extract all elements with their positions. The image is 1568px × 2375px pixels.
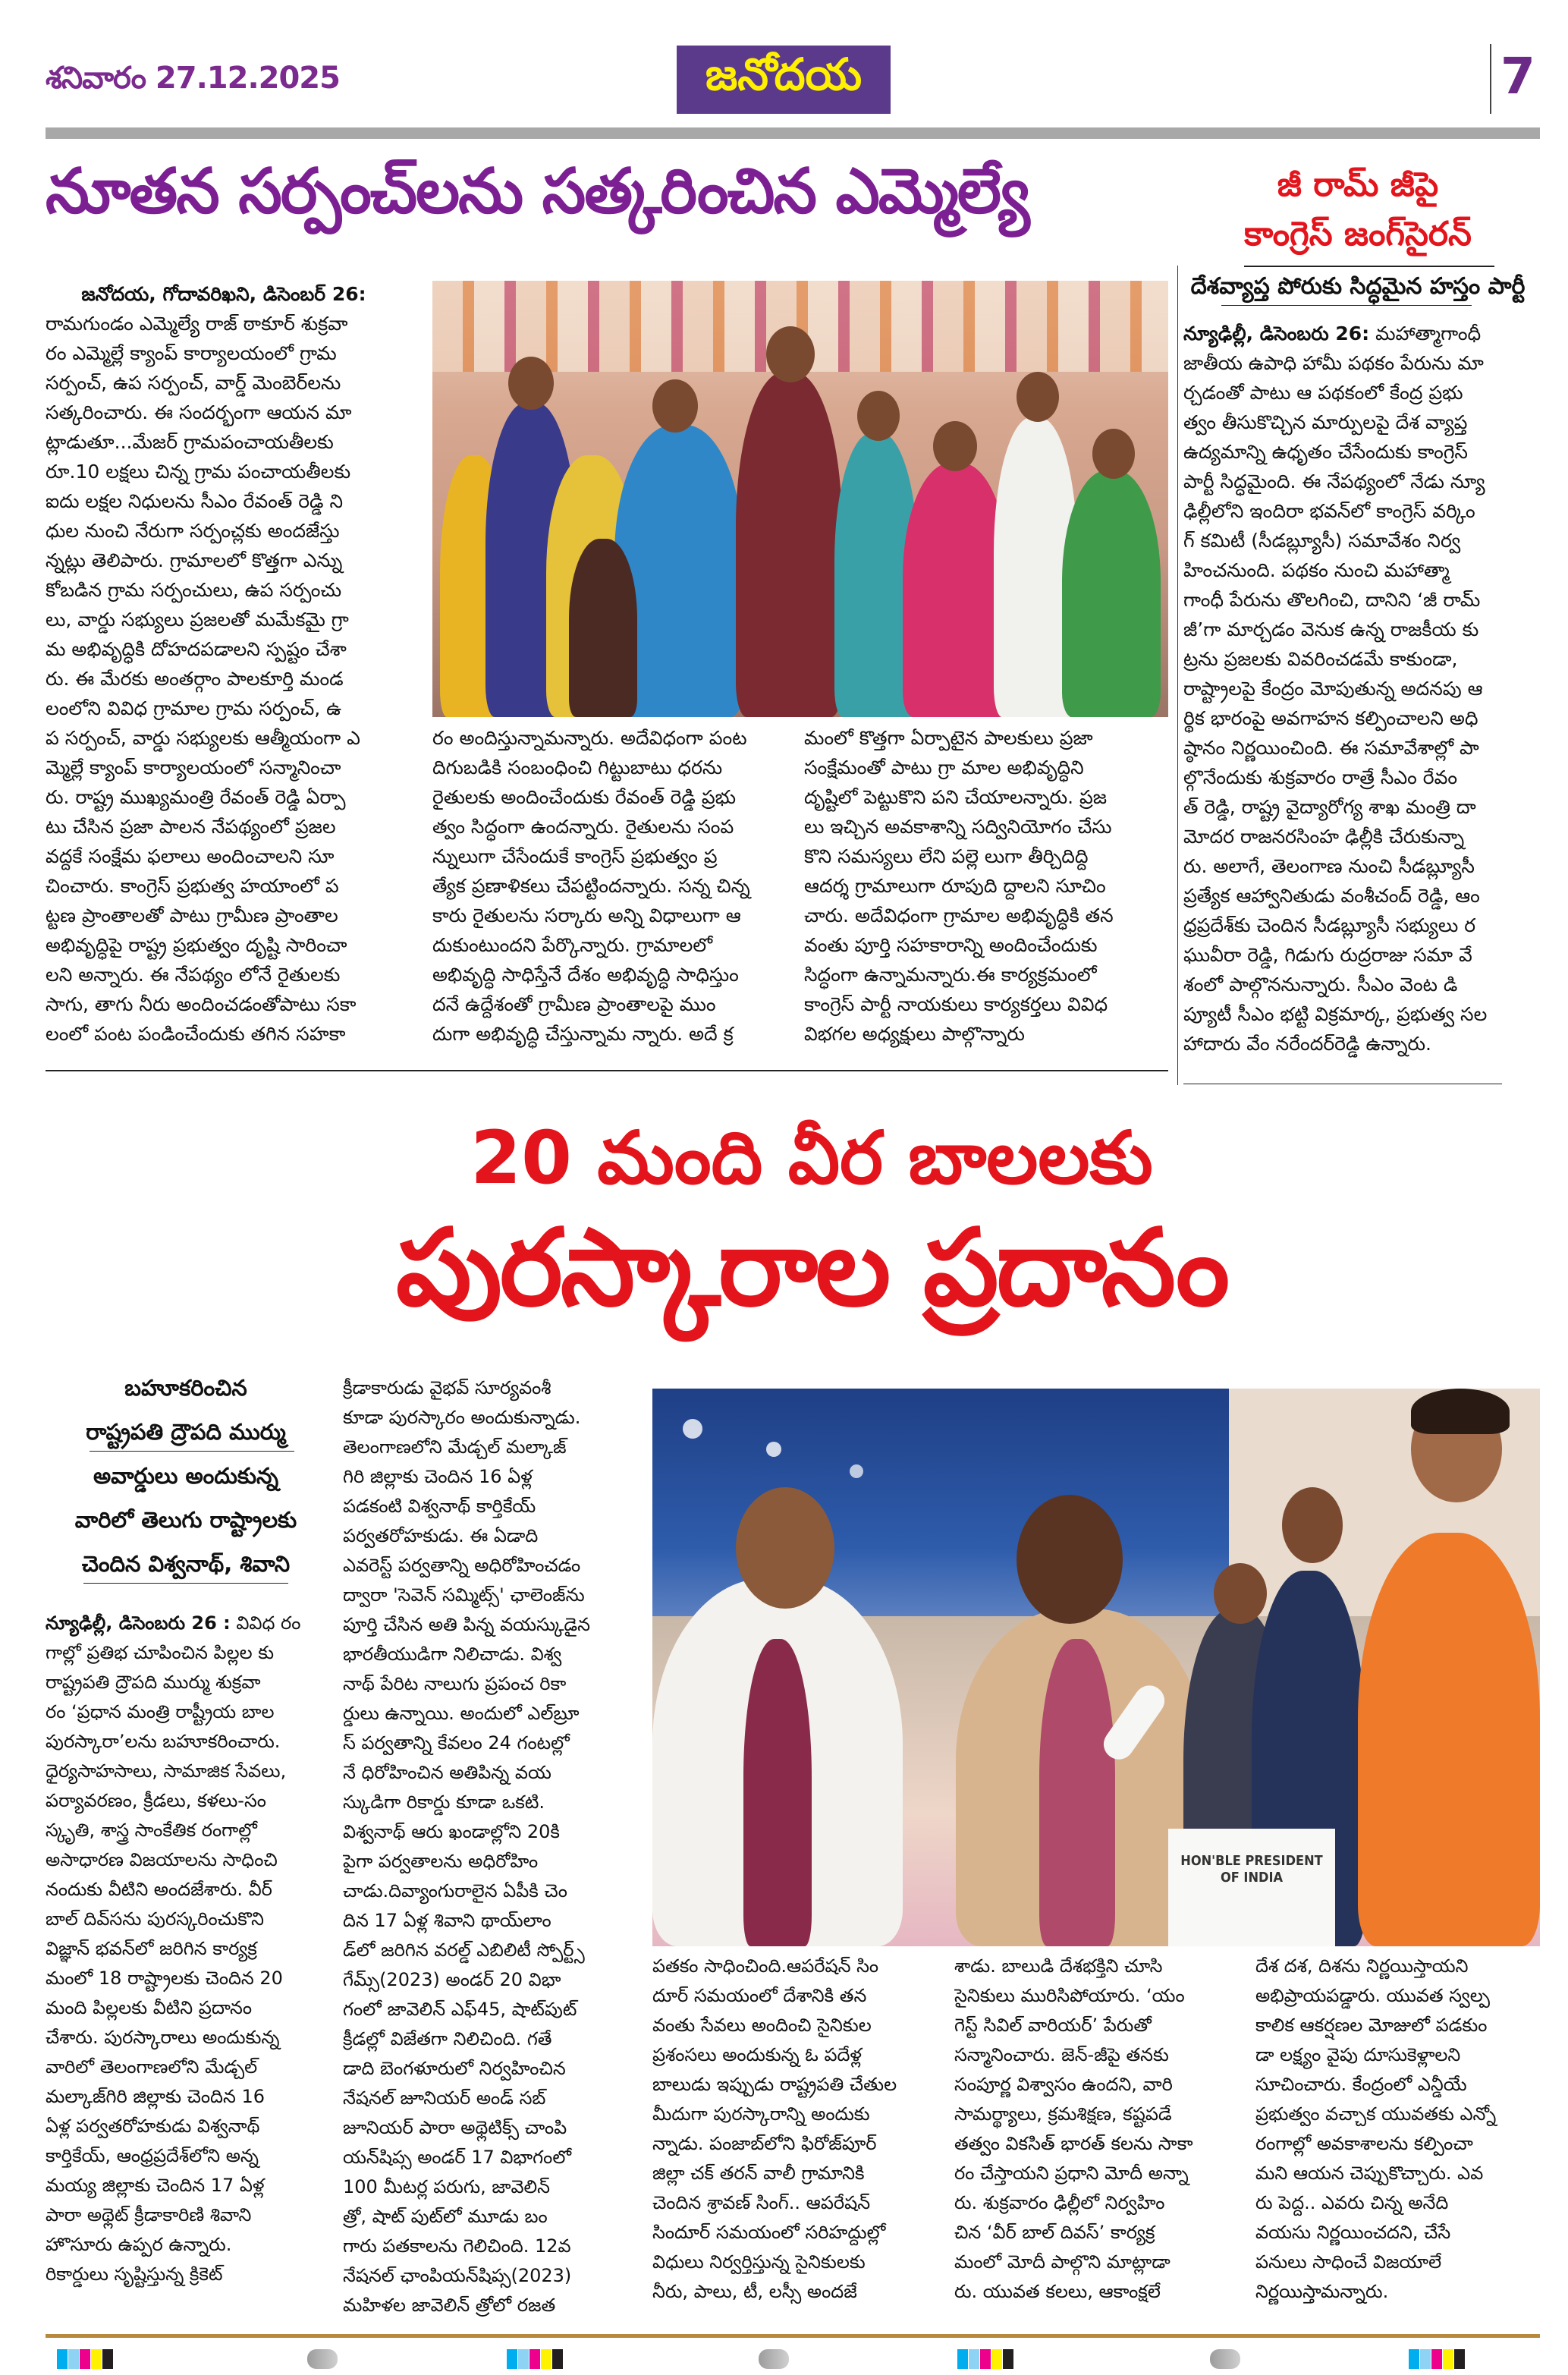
- text-line: దేశ దశ, దిశను నిర్ణయిస్తాయని: [1255, 1955, 1469, 1977]
- color-swatch: [529, 2349, 540, 2369]
- text-line: ద్వారా 'సెవెన్ సమ్మిట్స్' ఛాలెంజ్‌ను: [343, 1584, 585, 1606]
- article3-column-b: [343, 1373, 631, 2320]
- text-line: జిల్లా చక్ తరన్ వాలీ గ్రామానికి: [652, 2163, 865, 2184]
- header-rule: [46, 127, 1540, 139]
- text-line: రికార్డులు సృష్టిస్తున్న క్రికెట్: [46, 2263, 223, 2285]
- text-line: మంలో 18 రాష్ట్రాలకు చెందిన 20: [46, 1968, 283, 1989]
- text-line: దిన 17 ఏళ్ల శివాని థాయ్‌లాం: [343, 1910, 551, 1931]
- text-line: అభిప్రాయపడ్డారు. యువత స్వల్ప: [1255, 1985, 1491, 2006]
- issue-date: శనివారం 27.12.2025: [46, 61, 340, 96]
- color-swatch: [102, 2349, 113, 2369]
- text-line: రం ‘ప్రధాన మంత్రి రాష్ట్రీయ బాల: [46, 1701, 275, 1722]
- text-line: సర్పంచ్, ఉప సర్పంచ్, వార్డ్ మెంబెర్‌లను: [46, 372, 341, 394]
- text-line: సైనికులు మురిసిపోయారు. ‘యం: [954, 1985, 1185, 2006]
- text-line: చెందిన శ్రావణ్ సింగ్.. ఆపరేషన్: [652, 2192, 871, 2213]
- text-line: రాష్ట్రపతి ద్రౌపది ముర్ము శుక్రవా: [46, 1672, 261, 1693]
- text-line: దుకుంటుందని పేర్కొన్నారు. గ్రామాలలో: [432, 934, 713, 956]
- text-line: హాదారు వేం నరేందర్‌రెడ్డి ఉన్నారు.: [1183, 1033, 1431, 1055]
- text-line: గారు పతకాలను గెలిచింది. 12వ: [343, 2235, 571, 2257]
- headline-puraskaralu: పురస్కారాల ప్రదానం: [396, 1206, 1227, 1330]
- text-line: పార్టీ సిద్ధమైంది. ఈ నేపథ్యంలో నేడు న్యూ: [1183, 470, 1485, 492]
- text-line: దూర్ సమయంలో దేశానికి తన: [652, 1985, 867, 2006]
- color-swatch: [518, 2349, 529, 2369]
- text-line: విశ్వనాథ్ ఆరు ఖండాల్లోని 20కి: [343, 1821, 560, 1842]
- text-line: డ్‌లో జరిగిన వరల్డ్ ఎబిలిటీ స్పోర్ట్స్: [343, 1939, 585, 1961]
- text-line: చేశారు. పురస్కారాలు అందుకున్న: [46, 2027, 280, 2048]
- text-line: మంలో మోదీ పాల్గొని మాట్లాడా: [954, 2251, 1171, 2273]
- gray-mark: [307, 2349, 338, 2369]
- text-line: కాలిక ఆకర్షణల మోజులో పడకుం: [1255, 2015, 1488, 2036]
- text-line: హొసూరు ఉప్పర ఉన్నారు.: [46, 2234, 232, 2255]
- text-line: రాష్ట్రాలపై కేంద్రం మోపుతున్న అదనపు ఆ: [1183, 678, 1483, 700]
- text-line: లంలో పంట పండించేందుకు తగిన సహకా: [46, 1023, 346, 1045]
- text-line: త్రో, షాట్ పుట్‌లో మూడు బం: [343, 2206, 548, 2227]
- article2-body: [1183, 319, 1517, 1059]
- text-line: డా లక్ష్యం వైపు దూసుకెళ్లాలని: [1255, 2044, 1461, 2065]
- byline: న్యూఢిల్లీ, డిసెంబరు 26:: [1183, 322, 1370, 344]
- text-line: ప సర్పంచ్, వార్డు సభ్యులకు ఆత్మీయంగా ఎ: [46, 727, 360, 749]
- text-line: హించనుంది. పథకం నుంచి మహాత్మా: [1183, 559, 1450, 581]
- text-line: దృష్టిలో పెట్టుకొని పని చేయాలన్నారు. ప్రజ: [804, 786, 1108, 808]
- text-line: రం చేస్తాయని ప్రధాని మోదీ అన్నా: [954, 2163, 1189, 2184]
- color-swatch: [1454, 2349, 1465, 2369]
- text-line: రు. ఈ మేరకు అంతర్గాం పాలకూర్తి మండ: [46, 668, 344, 690]
- text-line: చిన ‘వీర్ బాల్ దివస్’ కార్యక్ర: [954, 2222, 1155, 2243]
- text-line: స్కుడిగా రికార్డు కూడా ఒకటి.: [343, 1791, 545, 1813]
- footer-rule: [46, 2334, 1540, 2338]
- text-line: తెలంగాణలోని మేడ్చల్ మల్కాజ్: [343, 1436, 567, 1458]
- divider: [1490, 44, 1491, 114]
- text-line: లు, వార్డు సభ్యులు ప్రజలతో మమేకమై గ్రా: [46, 609, 349, 631]
- text-line: బాలుడు ఇప్పుడు రాష్ట్రపతి చేతుల: [652, 2074, 897, 2095]
- divider: [1177, 266, 1178, 1085]
- text-line: గంలో జావెలిన్ ఎఫ్45, షాట్‌పుట్: [343, 1999, 577, 2020]
- text-line: మయ్య జిల్లాకు చెందిన 17 ఏళ్ల: [46, 2175, 265, 2196]
- text-line: వివిధ రం: [230, 1612, 301, 1634]
- text-line: చాడు.దివ్యాంగురాలైన ఏపీకి చెం: [343, 1880, 567, 1902]
- color-swatch: [969, 2349, 979, 2369]
- color-swatch: [1420, 2349, 1431, 2369]
- color-swatch: [541, 2349, 551, 2369]
- color-swatch: [80, 2349, 90, 2369]
- text-line: సంక్షేమంతో పాటు గ్రా మాల అభివృద్ధిని: [804, 757, 1084, 779]
- text-line: పురస్కారా’లను బహూకరించారు.: [46, 1731, 281, 1752]
- text-line: ఘువీరా రెడ్డి, గిడుగు రుద్రరాజు సమా వే: [1183, 944, 1472, 966]
- text-line: ఎవరెస్ట్ పర్వతాన్ని అధిరోహించడం: [343, 1555, 581, 1576]
- text-line: యన్‌షిప్స అండర్ 17 విభాగంలో: [343, 2147, 572, 2168]
- text-line: గాల్లో ప్రతిభ చూపించిన పిల్లల కు: [46, 1642, 275, 1663]
- text-line: దనే ఉద్దేశంతో గ్రామీణ ప్రాంతాలపై ముం: [432, 993, 716, 1015]
- text-line: ట్టణ ప్రాంతాలతో పాటు గ్రామీణ ప్రాంతాల: [46, 904, 338, 926]
- text-line: న్నట్లు తెలిపారు. గ్రామాలలో కొత్తగా ఎన్ను: [46, 549, 343, 571]
- article3-column-c: [652, 1952, 941, 2307]
- text-line: ట్లాడుతూ...మేజర్ గ్రామపంచాయతీలకు: [46, 431, 334, 453]
- color-swatch: [980, 2349, 991, 2369]
- text-line: రు. అలాగే, తెలంగాణ నుంచి సీడబ్ల్యూసీ: [1183, 855, 1475, 877]
- text-line: పర్వతరోహకుడు. ఈ ఏడాది: [343, 1525, 539, 1546]
- text-line: ప్రభుత్వం వచ్చాక యువతకు ఎన్నో: [1255, 2103, 1497, 2125]
- text-line: వంతు పూర్తి సహకారాన్ని అందించేందుకు: [804, 934, 1098, 956]
- side-headline: వారిలో తెలుగు రాష్ట్రాలకు: [74, 1507, 297, 1533]
- text-line: సత్కరించారు. ఈ సందర్భంగా ఆయన మా: [46, 401, 352, 423]
- text-line: మోదర రాజనరసింహ ఢిల్లీకి చేరుకున్నా: [1183, 826, 1465, 848]
- text-line: మ్మెల్లే క్యాంప్ కార్యాలయంలో సన్మానించా: [46, 757, 341, 779]
- text-line: కొని సమస్యలు లేని పల్లె లుగా తీర్చిదిద్ది: [804, 845, 1089, 867]
- text-line: రం ఎమ్మెల్లే క్యాంప్ కార్యాలయంలో గ్రామ: [46, 342, 337, 364]
- text-line: రైతులకు అందించేందుకు రేవంత్ రెడ్డి ప్రభు: [432, 786, 737, 808]
- text-line: గిరి జిల్లాకు చెందిన 16 ఏళ్ల: [343, 1466, 533, 1487]
- color-swatch: [57, 2349, 68, 2369]
- text-line: నేషనల్ జూనియర్ అండ్ సబ్: [343, 2087, 546, 2109]
- text-line: చారు. అదేవిధంగా గ్రామాల అభివృద్ధికి తన: [804, 904, 1114, 926]
- text-line: సాగు, తాగు నీరు అందించడంతోపాటు సకా: [46, 993, 357, 1015]
- text-line: మహిళల జావెలిన్ త్రోలో రజత: [343, 2295, 556, 2316]
- text-line: నే ధిరోహించిన అతిపిన్న వయ: [343, 1762, 551, 1783]
- text-line: త్వం తీసుకొచ్చిన మార్పులపై దేశ వ్యాప్త: [1183, 411, 1468, 433]
- text-line: కోబడిన గ్రామ సర్పంచులు, ఉప సర్పంచు: [46, 579, 342, 601]
- text-line: సన్మానించారు. జెన్-జీపై తనకు: [954, 2044, 1169, 2065]
- text-line: జూనియర్ పారా అథ్లెటిక్స్ చాంపి: [343, 2117, 567, 2138]
- text-line: మీదుగా పురస్కారాన్ని అందుకు: [652, 2103, 870, 2125]
- text-line: మని ఆయన చెప్పుకొచ్చారు. ఎవ: [1255, 2163, 1484, 2184]
- text-line: ఆదర్శ గ్రామాలుగా రూపుది ద్దాలని సూచిం: [804, 875, 1106, 897]
- text-line: త్ రెడ్డి, రాష్ట్ర వైద్యారోగ్య శాఖ మంత్రి దా: [1183, 796, 1476, 818]
- side-headline: రాష్ట్రపతి ద్రౌపది ముర్ము: [86, 1419, 286, 1445]
- color-swatch: [1431, 2349, 1442, 2369]
- text-line: ఉద్యమాన్ని ఉధృతం చేసేందుకు కాంగ్రెస్: [1183, 441, 1468, 463]
- text-line: మంలో కొత్తగా ఏర్పాటైన పాలకులు ప్రజా: [804, 727, 1093, 749]
- text-line: ర్డులు ఉన్నాయి. అందులో ఎల్‌బ్రూ: [343, 1703, 580, 1724]
- text-line: ధ్రప్రదేశ్‌కు చెందిన సీడబ్ల్యూసీ సభ్యులు ర: [1183, 914, 1476, 936]
- color-swatch: [991, 2349, 1002, 2369]
- text-line: స్కృతి, శాస్త్ర సాంకేతిక రంగాల్లో: [46, 1820, 257, 1841]
- text-line: కూడా పురస్కారం అందుకున్నాడు.: [343, 1407, 581, 1428]
- text-line: శంలో పాల్గొననున్నారు. సీఎం వెంట డి: [1183, 974, 1458, 996]
- divider: [83, 1583, 288, 1584]
- color-swatch: [507, 2349, 517, 2369]
- text-line: 100 మీటర్ల పరుగు, జావెలిన్: [343, 2176, 550, 2197]
- article3-column-e: [1255, 1952, 1544, 2307]
- text-line: మ అభివృద్ధికి దోహదపడాలని స్పష్టం చేశా: [46, 638, 347, 660]
- text-line: పడకంటి విశ్వనాథ్ కార్తికేయ్: [343, 1496, 536, 1517]
- article1-column-1: [46, 279, 402, 1049]
- text-line: దిగుబడికి సంబంధించి గిట్టుబాటు ధరను: [432, 757, 723, 779]
- text-line: అభివృద్ధిపై రాష్ట్ర ప్రభుత్వం దృష్టి సారించా: [46, 934, 347, 956]
- text-line: కార్తికేయ్, ఆంధ్రప్రదేశ్‌లోని అన్న: [46, 2145, 259, 2166]
- text-line: నందుకు వీటిని అందజేశారు. వీర్: [46, 1879, 272, 1900]
- divider: [90, 1451, 294, 1452]
- text-line: ర్థిక భారంపై అవగాహన కల్పించాలని అధి: [1183, 707, 1478, 729]
- text-line: ప్రశంసలు అందుకున్న ఓ పదేళ్ల: [652, 2044, 862, 2065]
- photo-award-ceremony: [652, 1389, 1540, 1946]
- text-line: గ్ కమిటీ (సీడబ్ల్యూసీ) సమావేశం నిర్వ: [1183, 530, 1461, 552]
- certificate-line: OF INDIA: [1220, 1870, 1284, 1886]
- text-line: భారతీయుడిగా నిలిచాడు. విశ్వ: [343, 1644, 562, 1665]
- text-line: చించారు. కాంగ్రెస్ ప్రభుత్వ హయాంలో ప: [46, 875, 339, 897]
- text-line: ర్చడంతో పాటు ఆ పథకంలో కేంద్ర ప్రభు: [1183, 382, 1463, 404]
- text-line: ట్రను ప్రజలకు వివరించడమే కాకుండా,: [1183, 648, 1458, 670]
- article3-column-a: [46, 1609, 328, 2289]
- text-line: బాల్ దివ్‌సను పురస్కరించుకొని: [46, 1908, 264, 1930]
- text-line: రు. శుక్రవారం ఢిల్లీలో నిర్వహిం: [954, 2192, 1165, 2213]
- text-line: పనులు సాధించే విజయాలే: [1255, 2251, 1442, 2273]
- text-line: గేమ్స్(2023) అండర్ 20 విభా: [343, 1969, 561, 1990]
- gray-mark: [1210, 2349, 1240, 2369]
- byline: జనోదయ, గోదావరిఖని, డిసెంబర్ 26:: [81, 283, 366, 305]
- text-line: న్నులుగా చేసేందుకే కాంగ్రెస్ ప్రభుత్వం ప్ర: [432, 845, 718, 867]
- text-line: కాంగ్రెస్ పార్టీ నాయకులు కార్యకర్తలు వివిధ: [804, 993, 1108, 1015]
- text-line: సూచించారు. కేంద్రంలో ఎన్డీయే: [1255, 2074, 1467, 2095]
- certificate-text: [1168, 1853, 1335, 1886]
- text-line: వద్దకే సంక్షేమ ఫలాలు అందించాలని సూ: [46, 845, 335, 867]
- text-line: గెస్ట్ సివిల్ వారియర్’ పేరుతో: [954, 2015, 1152, 2036]
- page-number: 7: [1500, 47, 1535, 105]
- photo-felicitation: [432, 281, 1168, 717]
- text-line: శాడు. బాలుడి దేశభక్తిని చూసి: [954, 1955, 1163, 1977]
- text-line: లంలోని వివిధ గ్రామాల గ్రామ సర్పంచ్, ఉ: [46, 697, 342, 719]
- text-line: రు పెద్ద.. ఎవరు చిన్న అనేది: [1255, 2192, 1449, 2213]
- text-line: మంది పిల్లలకు వీటిని ప్రదానం: [46, 1997, 253, 2018]
- text-line: రంగాల్లో అవకాశాలను కల్పించా: [1255, 2133, 1473, 2154]
- headline-veer-balalu: 20 మంది వీర బాలలకు: [470, 1115, 1153, 1200]
- text-line: ఢిల్లీలోని ఇందిరా భవన్‌లో కాంగ్రెస్ వర్కిం: [1183, 500, 1475, 522]
- text-line: పతకం సాధించింది.ఆపరేషన్ సిం: [652, 1955, 879, 1977]
- text-line: రామగుండం ఎమ్మెల్యే రాజ్ ఠాకూర్ శుక్రవా: [46, 313, 348, 335]
- text-line: వంతు సేవలు అందించి సైనికుల: [652, 2015, 872, 2036]
- side-headline: చెందిన విశ్వనాథ్, శివాని: [81, 1551, 291, 1577]
- text-line: రం అందిస్తున్నామన్నారు. అదేవిధంగా పంట: [432, 727, 747, 749]
- text-line: ఏళ్ల పర్వతరోహకుడు విశ్వనాథ్: [46, 2115, 260, 2137]
- text-line: అసాధారణ విజయాలను సాధించి: [46, 1849, 278, 1870]
- article3-column-d: [954, 1952, 1243, 2307]
- text-line: సిద్ధంగా ఉన్నామన్నారు.ఈ కార్యక్రమంలో: [804, 964, 1097, 986]
- color-swatch: [1443, 2349, 1453, 2369]
- text-line: నిర్ణయిస్తామన్నారు.: [1255, 2281, 1389, 2302]
- text-line: మహాత్మాగాంధీ: [1369, 322, 1482, 344]
- certificate-line: HON'BLE PRESIDENT: [1180, 1853, 1323, 1869]
- text-line: విభగల అధ్యక్షులు పాల్గొన్నారు: [804, 1023, 1025, 1045]
- headline-sarpanch: నూతన సర్పంచ్‌లను సత్కరించిన ఎమ్మెల్యే: [46, 156, 1029, 228]
- text-line: ధైర్యసాహసాలు, సామాజిక సేవలు,: [46, 1760, 287, 1782]
- article1-column-2: [432, 723, 789, 1049]
- newspaper-logo: [677, 46, 891, 114]
- text-line: సామర్థ్యాలు, క్రమశిక్షణ, కష్టపడే: [954, 2103, 1172, 2125]
- divider: [1244, 266, 1494, 267]
- text-line: పారా అథ్లెట్ క్రీడాకారిణి శివాని: [46, 2204, 252, 2226]
- text-line: గాంధీ పేరును తొలగించి, దానిని ‘జీ రామ్: [1183, 589, 1481, 611]
- headline-congress-jungsiren: కాంగ్రెస్ జంగ్‌సైరన్: [1244, 215, 1472, 253]
- text-line: తత్వం వికసిత్ భారత్ కలను సాకా: [954, 2133, 1193, 2154]
- text-line: లు ఇచ్చిన అవకాశాన్ని సద్వినియోగం చేసు: [804, 816, 1112, 838]
- color-swatch: [1003, 2349, 1013, 2369]
- text-line: ప్రత్యేక ఆహ్వానితుడు వంశీచంద్ రెడ్డి, ఆం: [1183, 885, 1480, 907]
- text-line: త్వం సిద్ధంగా ఉందన్నారు. రైతులను సంప: [432, 816, 734, 838]
- gray-mark: [759, 2349, 789, 2369]
- text-line: నేషనల్ ఛాంపియన్‌షిప్స(2023): [343, 2265, 572, 2286]
- text-line: కారు రైతులను సర్కారు అన్ని విధాలుగా ఆ: [432, 904, 741, 926]
- text-line: రు. యువత కలలు, ఆకాంక్షలే: [954, 2281, 1161, 2302]
- headline-g-ram-g: జీ రామ్ జీపై: [1277, 165, 1439, 204]
- text-line: సంపూర్ణ విశ్వాసం ఉందని, వారి: [954, 2074, 1173, 2095]
- color-swatch: [957, 2349, 968, 2369]
- text-line: అభివృద్ధి సాధిస్తేనే దేశం అభివృద్ధి సాధిస్తుం: [432, 964, 739, 986]
- color-swatch: [68, 2349, 79, 2369]
- divider: [1221, 305, 1472, 306]
- color-swatch: [552, 2349, 563, 2369]
- text-line: ధుల నుంచి నేరుగా సర్పంచ్లకు అందజేస్తు: [46, 520, 340, 542]
- text-line: సిందూర్ సమయంలో సరిహద్దుల్లో: [652, 2222, 886, 2243]
- text-line: స్ పర్వతాన్ని కేవలం 24 గంటల్లో: [343, 1732, 570, 1754]
- article1-column-3: [804, 723, 1168, 1049]
- text-line: మల్కాజ్‌గిరి జిల్లాకు చెందిన 16: [46, 2086, 266, 2107]
- text-line: ఐదు లక్షల నిధులను సీఎం రేవంత్ రెడ్డి ని: [46, 490, 344, 512]
- text-line: వారిలో తెలంగాణలోని మేడ్చల్: [46, 2056, 258, 2078]
- color-swatch: [91, 2349, 102, 2369]
- side-headline: బహూకరించిన: [124, 1375, 247, 1401]
- text-line: రు. రాష్ట్ర ముఖ్యమంత్రి రేవంత్ రెడ్డి ఏర్పా: [46, 786, 346, 808]
- text-line: దుగా అభివృద్ధి చేస్తున్నామ న్నారు. అదే క్ర: [432, 1023, 734, 1045]
- text-line: డాది బెంగళూరులో నిర్వహించిన: [343, 2058, 566, 2079]
- text-line: క్రీడల్లో విజేతగా నిలిచింది. గతే: [343, 2028, 552, 2049]
- text-line: నాథ్ పేరిట నాలుగు ప్రపంచ రికా: [343, 1673, 567, 1694]
- color-swatch: [1409, 2349, 1419, 2369]
- side-headline: అవార్డులు అందుకున్న: [93, 1463, 279, 1489]
- text-line: జాతీయ ఉపాధి హామీ పథకం పేరును మా: [1183, 352, 1484, 374]
- subheadline: దేశవ్యాప్త పోరుకు సిద్ధమైన హస్తం పార్టీ: [1190, 273, 1526, 300]
- text-line: పర్యావరణం, క్రీడలు, కళలు-సం: [46, 1790, 266, 1811]
- text-line: ప్యూటీ సీఎం భట్టి విక్రమార్క, ప్రభుత్వ సల: [1183, 1003, 1488, 1025]
- text-line: పూర్తి చేసిన అతి పిన్న వయస్కుడైన: [343, 1614, 591, 1635]
- text-line: ల్గొనేందుకు శుక్రవారం రాత్రే సీఎం రేవం: [1183, 766, 1458, 788]
- text-line: ష్ఠానం నిర్ణయించింది. ఈ సమావేశాల్లో పా: [1183, 737, 1479, 759]
- logo-text: జనోదయ: [705, 48, 863, 100]
- text-line: విధులు నిర్వర్తిస్తున్న సైనికులకు: [652, 2251, 866, 2273]
- text-line: నీరు, పాలు, టీ, లస్సీ అందజే: [652, 2281, 857, 2302]
- text-line: వయసు నిర్ణయించదని, చేసే: [1255, 2222, 1451, 2243]
- text-line: త్యేక ప్రణాళికలు చేపట్టిందన్నారు. సన్న చిన్న: [432, 875, 750, 897]
- text-line: టు చేసిన ప్రజా పాలన నేపథ్యంలో ప్రజల: [46, 816, 336, 838]
- text-line: న్నాడు. పంజాబ్‌లోని ఫిరోజ్‌పూర్: [652, 2133, 877, 2154]
- text-line: పైగా పర్వతాలను అధిరోహిం: [343, 1851, 539, 1872]
- text-line: జీ’గా మార్చడం వెనుక ఉన్న రాజకీయ కు: [1183, 618, 1479, 640]
- text-line: లని అన్నారు. ఈ నేపథ్యం లోనే రైతులకు: [46, 964, 341, 986]
- text-line: క్రీడాకారుడు వైభవ్ సూర్యవంశీ: [343, 1377, 551, 1398]
- text-line: రూ.10 లక్షలు చిన్న గ్రామ పంచాయతీలకు: [46, 461, 351, 483]
- divider: [46, 1070, 1168, 1071]
- byline: న్యూఢిల్లీ, డిసెంబరు 26 :: [46, 1612, 231, 1634]
- text-line: విజ్ఞాన్ భవన్‌లో జరిగిన కార్యక్ర: [46, 1938, 257, 1959]
